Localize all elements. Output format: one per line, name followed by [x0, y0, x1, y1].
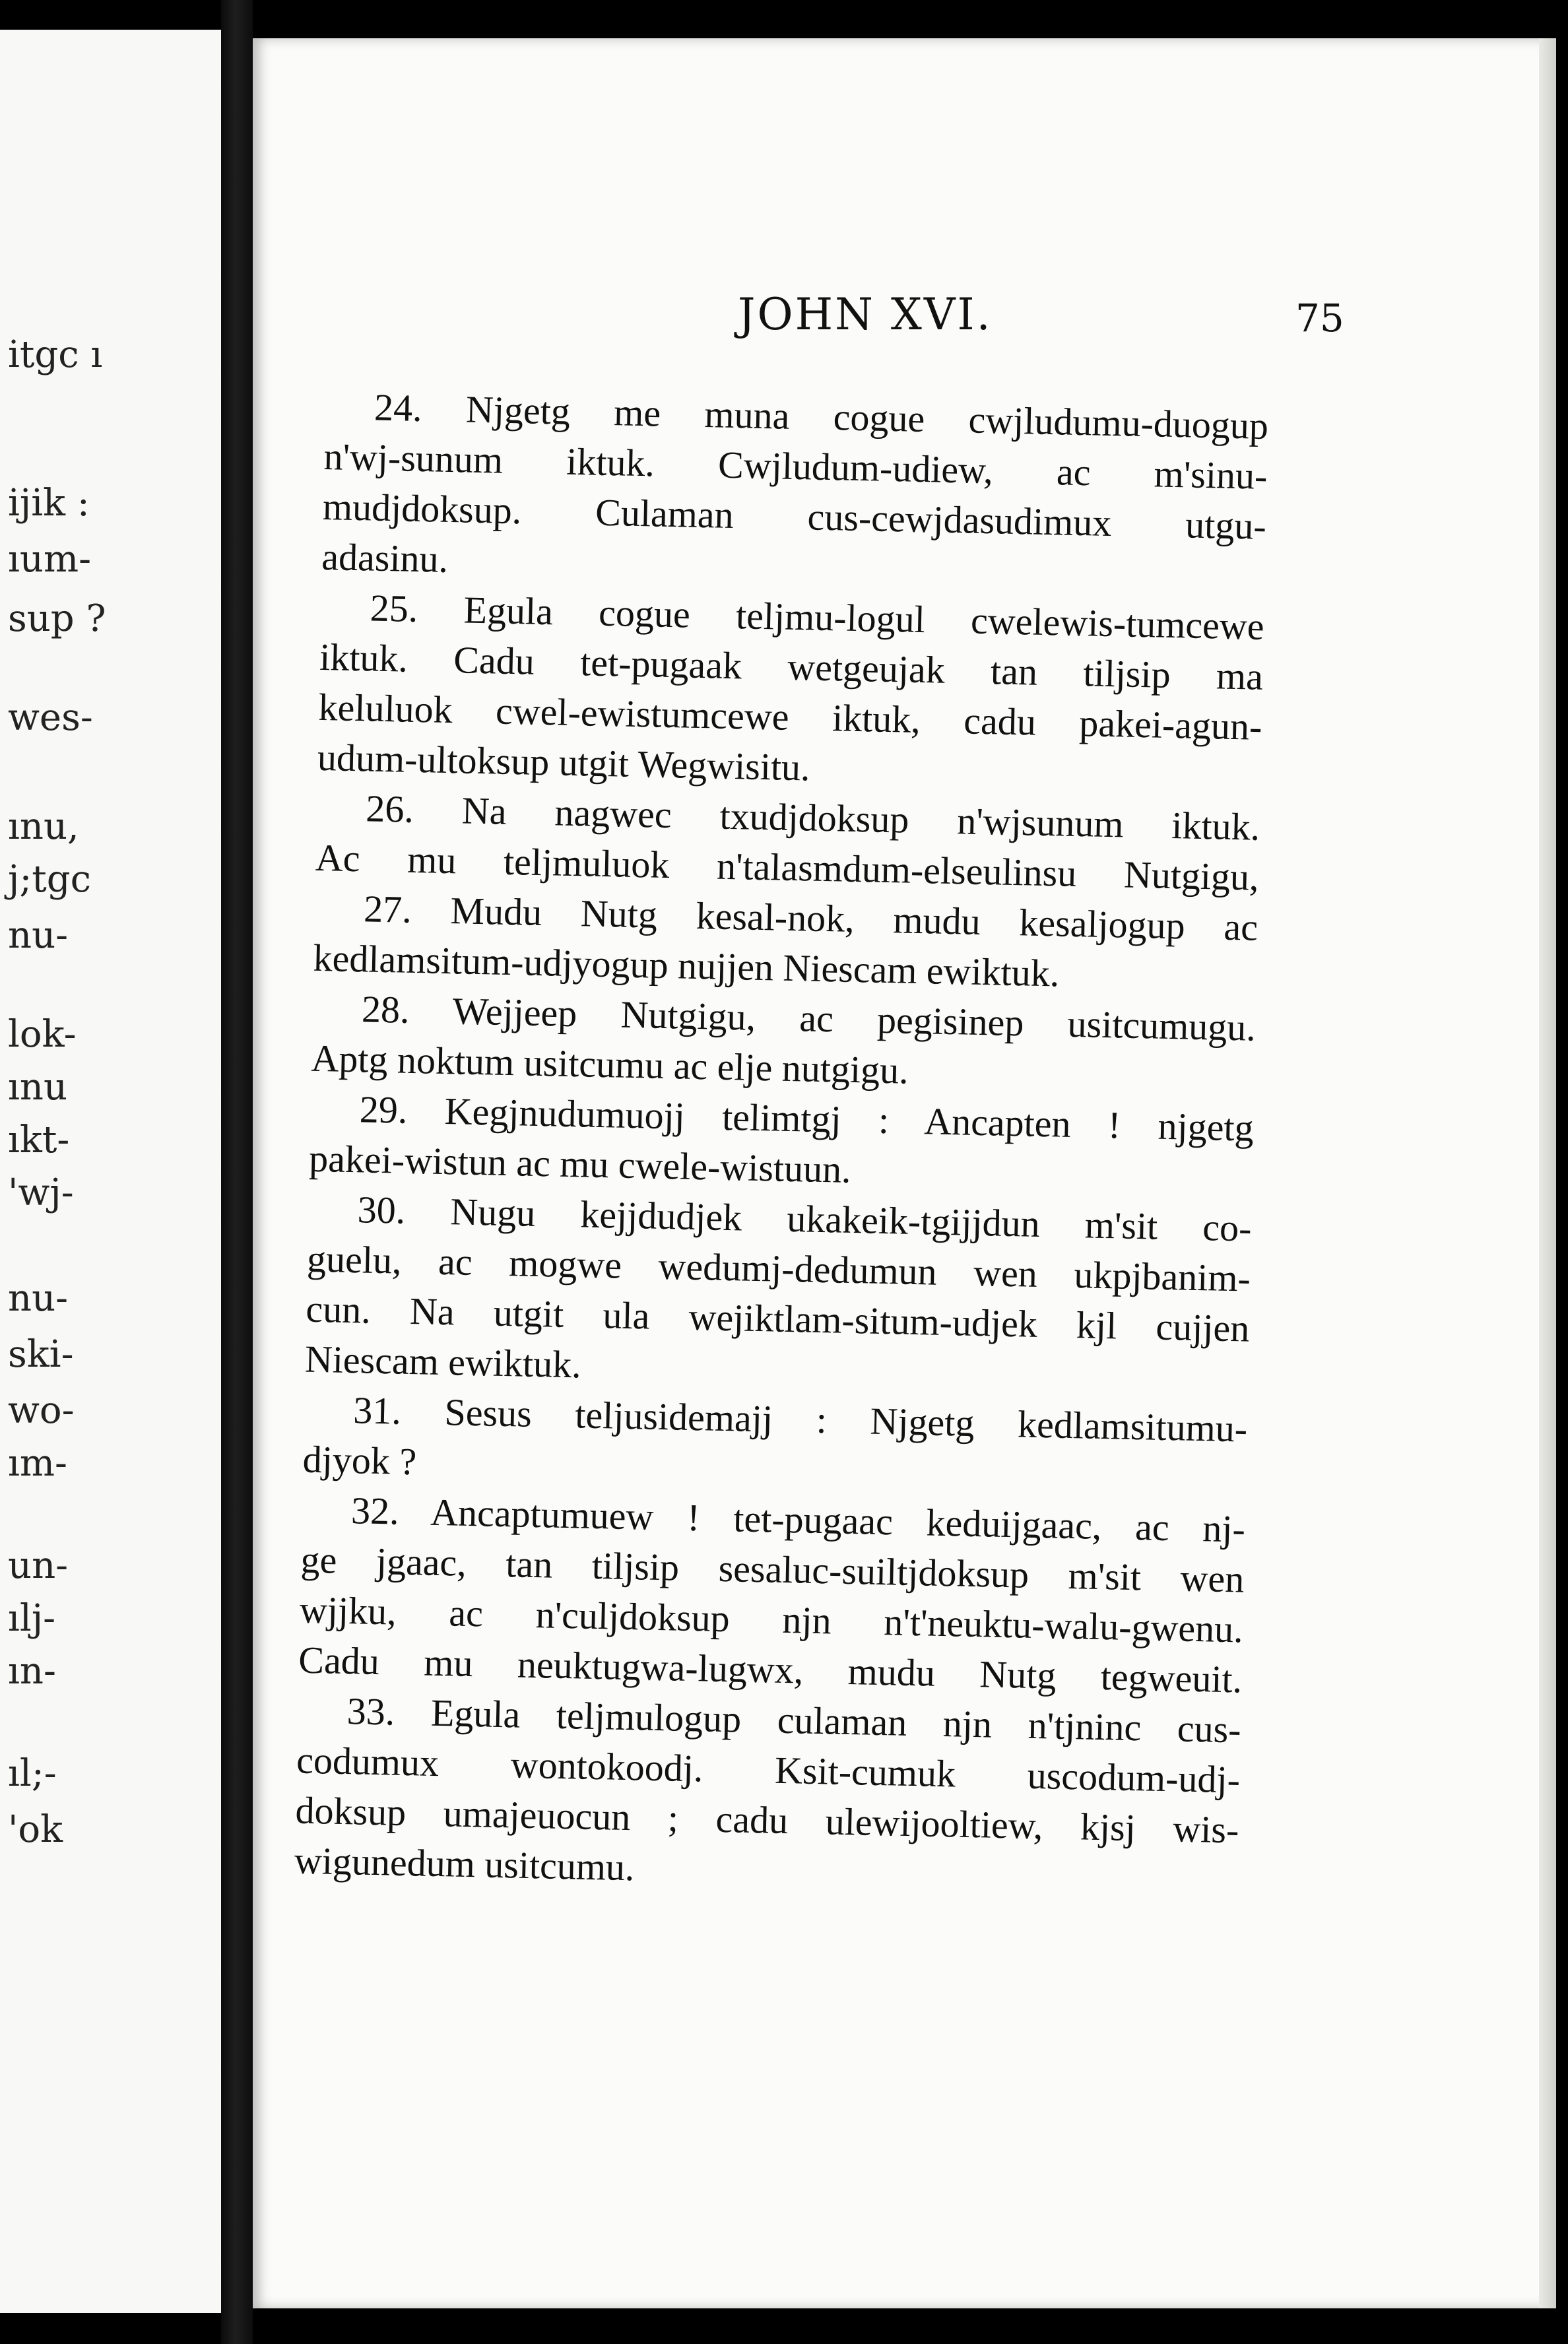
text-line: ge jgaac, tan tiljsip sesaluc-suiltjdoksup m'sit wen — [300, 1538, 1245, 1601]
margin-fragment: lok- — [8, 1013, 77, 1056]
margin-fragment: ınu, — [8, 805, 79, 848]
text-line: Niescam ewiktuk. — [304, 1337, 582, 1386]
text-line: kedlamsitum-udjyogup nujjen Niescam ewiktuk. — [313, 936, 1060, 995]
text-line: n'wj-sunum iktuk. Cwjludum-udiew, ac m'sinu- — [323, 434, 1268, 498]
text-line: 31. Sesus teljusidemajj : Njgetg kedlamsitumu- — [352, 1388, 1248, 1450]
margin-fragment: sup ? — [8, 597, 106, 640]
text-line: 30. Nugu kejjdudjek ukakeik-tgijjdun m'sit co- — [357, 1188, 1253, 1250]
margin-fragment: wes- — [8, 696, 93, 739]
text-line: wigunedum usitcumu. — [294, 1839, 636, 1889]
running-header — [253, 276, 1556, 348]
text-line: pakei-wistun ac mu cwele-wistuun. — [308, 1136, 852, 1191]
margin-fragment: 'wj- — [8, 1171, 74, 1214]
page-title: JOHN XVI. — [738, 289, 993, 340]
book-page — [253, 38, 1556, 2308]
text-line: 33. Egula teljmulogup culaman njn n'tjninc cus- — [346, 1689, 1242, 1751]
body-text — [294, 381, 1268, 1905]
text-line: guelu, ac mogwe wedumj-dedumun wen ukpjbanim- — [306, 1237, 1251, 1300]
margin-fragment: wo- — [8, 1389, 75, 1432]
margin-fragment: 'ok — [8, 1808, 63, 1851]
margin-fragment: ıkt- — [8, 1119, 70, 1161]
margin-fragment: itgc ı — [8, 333, 103, 376]
margin-fragment: ım- — [8, 1442, 67, 1485]
text-line: Aptg noktum usitcumu ac elje nutgigu. — [310, 1036, 909, 1092]
margin-fragment: j;tgc — [8, 858, 91, 901]
text-line: doksup umajeuocun ; cadu ulewijooltiew, kjsj wis- — [294, 1788, 1240, 1852]
margin-fragment: un- — [8, 1544, 69, 1587]
text-line: keluluok cwel-ewistumcewe iktuk, cadu pakei-agun- — [317, 685, 1263, 748]
margin-fragment: ski- — [8, 1333, 74, 1376]
text-line: 26. Na nagwec txudjdoksup n'wjsunum iktuk. — [365, 787, 1260, 849]
page-number: 75 — [1295, 296, 1344, 341]
margin-fragment: nu- — [8, 1277, 69, 1320]
text-line: codumux wontokoodj. Ksit-cumuk uscodum-udj- — [296, 1738, 1241, 1802]
text-line: cun. Na utgit ula wejiktlam-situm-udjek kjl cujjen — [305, 1287, 1250, 1350]
text-line: adasinu. — [321, 535, 449, 581]
margin-fragment: ijik : — [8, 482, 90, 525]
text-line: 28. Wejjeep Nutgigu, ac pegisinep usitcumugu. — [361, 987, 1257, 1049]
margin-fragment: ıl;- — [8, 1752, 57, 1795]
margin-fragment: ılj- — [8, 1597, 56, 1640]
book-gutter — [221, 0, 253, 2344]
text-line: 24. Njgetg me muna cogue cwjludumu-duogup — [374, 385, 1269, 447]
margin-fragment: ınu — [8, 1066, 68, 1109]
margin-fragment: ın- — [8, 1650, 56, 1693]
text-line: Ac mu teljmuluok n'talasmdum-elseulinsu Nutgigu, — [315, 835, 1260, 899]
margin-fragment: nu- — [8, 914, 69, 957]
text-line: mudjdoksup. Culaman cus-cewjdasudimux utgu- — [322, 484, 1267, 548]
facing-page-fragment — [0, 30, 221, 2313]
text-line: 32. Ancaptumuew ! tet-pugaac keduijgaac, ac nj- — [350, 1489, 1246, 1551]
text-line: iktuk. Cadu tet-pugaak wetgeujak tan tiljsip ma — [319, 635, 1264, 698]
text-line: djyok ? — [302, 1437, 417, 1483]
text-line: 29. Kegjnudumuojj telimtgj : Ancapten ! njgetg — [359, 1088, 1255, 1150]
text-line: udum-ultoksup utgit Wegwisitu. — [317, 735, 811, 789]
text-line: 27. Mudu Nutg kesal-nok, mudu kesaljogup ac — [363, 887, 1258, 949]
text-line: 25. Egula cogue teljmu-logul cwelewis-tumcewe — [370, 586, 1265, 648]
margin-fragment: ıum- — [8, 538, 91, 581]
text-line: wjjku, ac n'culjdoksup njn n't'neuktu-walu-gwenu. — [299, 1588, 1244, 1651]
text-line: Cadu mu neuktugwa-lugwx, mudu Nutg tegweuit. — [298, 1638, 1243, 1701]
